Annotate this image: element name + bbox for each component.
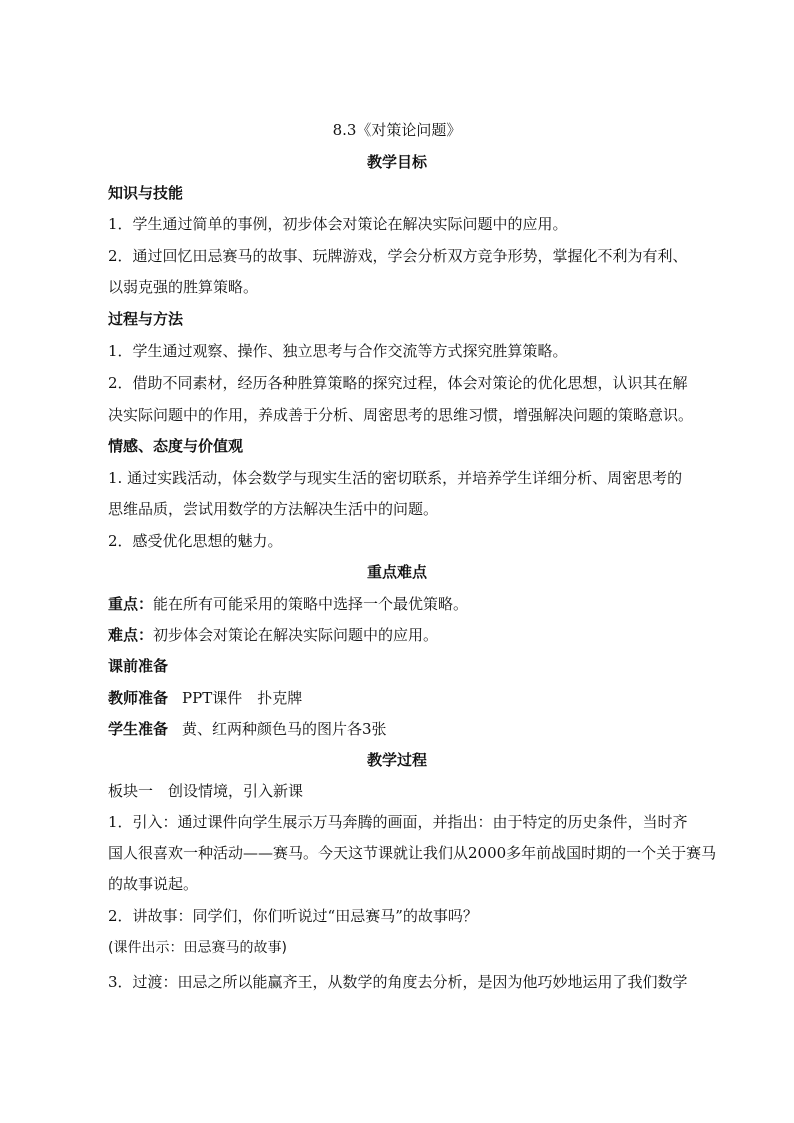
emotion-item-2: 2．感受优化思想的魅力。: [108, 532, 283, 550]
process-item-2-line-1: 2．借助不同素材，经历各种胜算策略的探究过程，体会对策论的优化思想，认识其在解: [108, 374, 688, 392]
step-1-line-3: 的故事说起。: [108, 875, 199, 893]
step-2: 2．讲故事：同学们，你们听说过“田忌赛马”的故事吗？: [108, 907, 478, 925]
heading-process-methods: 过程与方法: [108, 310, 184, 328]
difficulty-line: [108, 625, 740, 645]
step-2-note: (课件出示：田忌赛马的故事): [108, 940, 287, 956]
heading-key-difficulties: 重点难点: [366, 563, 427, 581]
step-1-line-2: 国人很喜欢一种活动——赛马。今天这节课就让我们从2000多年前战国时期的一个关于赛马: [108, 844, 717, 862]
block-one-heading: 板块一 创设情境，引入新课: [108, 782, 304, 800]
student-prep-items: 黄、红两种颜色马的图片各3张: [182, 720, 387, 738]
teacher-prep-label: 教师准备: [108, 689, 169, 707]
process-item-1: 1．学生通过观察、操作、独立思考与合作交流等方式探究胜算策略。: [108, 342, 568, 360]
knowledge-item-2-line-2: 以弱克强的胜算策略。: [108, 278, 259, 296]
teacher-prep-line: [108, 688, 740, 708]
step-1-line-1: 1．引入：通过课件向学生展示万马奔腾的画面，并指出：由于特定的历史条件，当时齐: [108, 813, 688, 831]
difficulty-label: 难点：: [108, 626, 154, 644]
emotion-item-1-line-2: 思维品质，尝试用数学的方法解决生活中的问题。: [108, 500, 439, 518]
process-item-2-line-2: 决实际问题中的作用，养成善于分析、周密思考的思维习惯，增强解决问题的策略意识。: [108, 406, 694, 424]
heading-knowledge-skills: 知识与技能: [108, 184, 184, 202]
focus-text: 能在所有可能采用的策略中选择一个最优策略。: [153, 595, 469, 613]
student-prep-label: 学生准备: [108, 720, 169, 738]
focus-label: 重点：: [108, 595, 154, 613]
teacher-prep-items: PPT课件 扑克牌: [182, 689, 303, 707]
heading-teaching-procedure: 教学过程: [366, 751, 427, 769]
heading-preparation: 课前准备: [108, 657, 169, 675]
difficulty-text: 初步体会对策论在解决实际问题中的应用。: [153, 626, 439, 644]
heading-teaching-goals: 教学目标: [366, 153, 427, 171]
student-prep-line: [108, 719, 740, 739]
step-3: 3．过渡：田忌之所以能赢齐王，从数学的角度去分析，是因为他巧妙地运用了我们数学: [108, 973, 688, 991]
heading-emotion-values: 情感、态度与价值观: [108, 437, 244, 455]
focus-line: [108, 594, 740, 614]
knowledge-item-2-line-1: 2．通过回忆田忌赛马的故事、玩牌游戏，学会分析双方竞争形势，掌握化不利为有利、: [108, 247, 688, 265]
knowledge-item-1: 1．学生通过简单的事例，初步体会对策论在解决实际问题中的应用。: [108, 215, 568, 233]
document-title: 8.3《对策论问题》: [332, 121, 462, 139]
emotion-item-1-line-1: 1. 通过实践活动，体会数学与现实生活的密切联系，并培养学生详细分析、周密思考的: [108, 469, 683, 487]
